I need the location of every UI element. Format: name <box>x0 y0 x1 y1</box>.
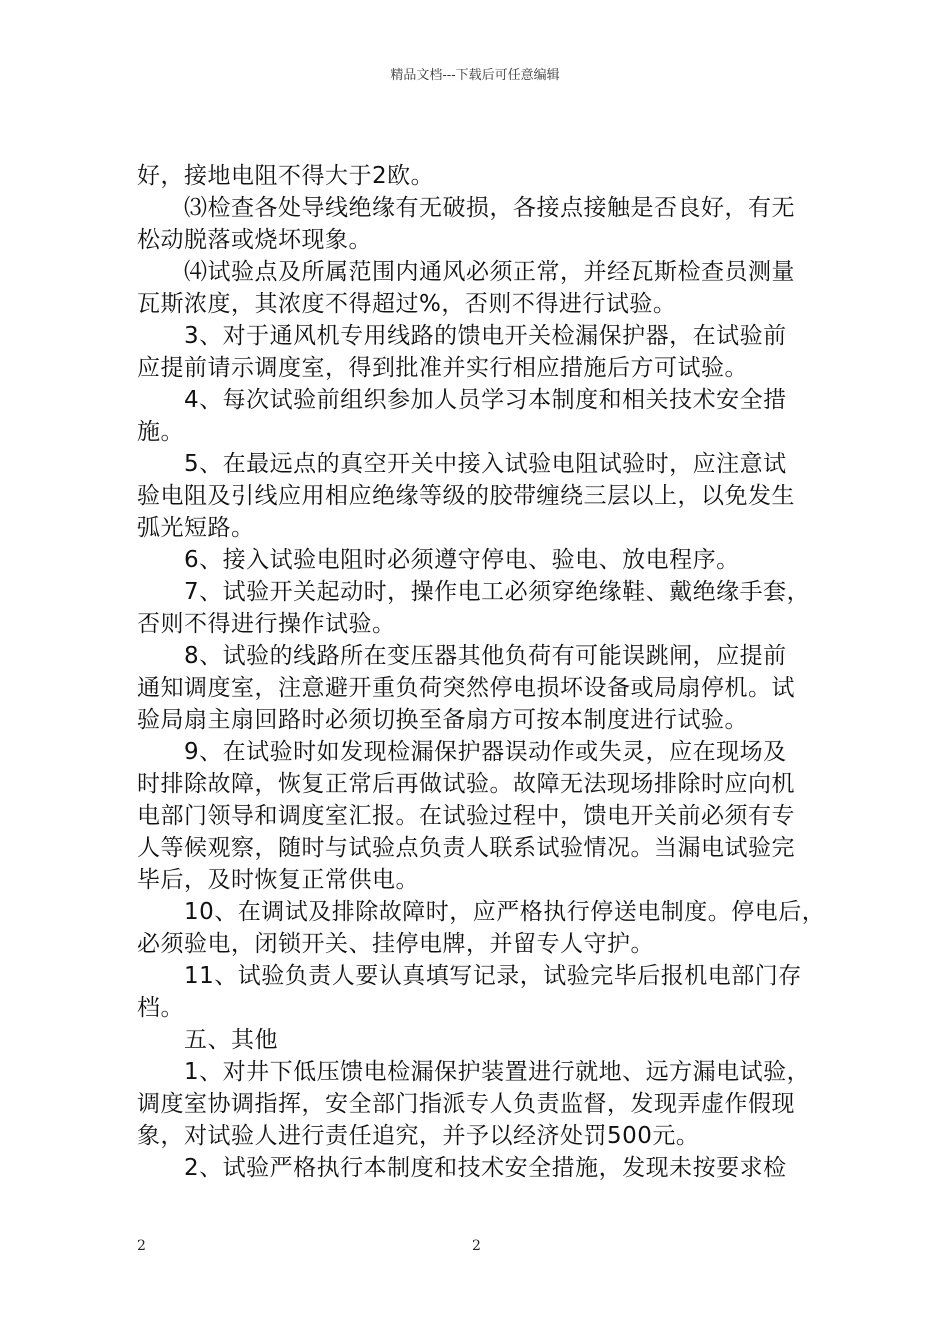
text-line: 否则不得进行操作试验。 <box>137 611 396 637</box>
text-line: 11、试验负责人要认真填写记录，试验完毕后报机电部门存 <box>184 963 802 989</box>
text-line: 好，接地电阻不得大于2欧。 <box>137 163 435 189</box>
document-body <box>137 160 826 1184</box>
page-number-left: 2 <box>137 1238 146 1254</box>
text-line: 五、其他 <box>184 1027 278 1053</box>
page-header: 精品文档---下载后可任意编辑 <box>390 68 560 83</box>
text-line: ⑶检查各处导线绝缘有无破损，各接点接触是否良好，有无 <box>184 195 795 221</box>
text-line: 时排除故障，恢复正常后再做试验。故障无法现场排除时应向机 <box>137 771 795 797</box>
text-line: 象，对试验人进行责任追究，并予以经济处罚500元。 <box>137 1123 700 1149</box>
text-line: 1、对井下低压馈电检漏保护装置进行就地、远方漏电试验， <box>184 1059 811 1085</box>
text-line: 调度室协调指挥，安全部门指派专人负责监督，发现弄虚作假现 <box>137 1091 795 1117</box>
text-line: 通知调度室，注意避开重负荷突然停电损坏设备或局扇停机。试 <box>137 675 795 701</box>
text-line: 施。 <box>137 419 184 445</box>
text-line: 9、在试验时如发现检漏保护器误动作或失灵，应在现场及 <box>184 739 787 765</box>
text-line: 4、每次试验前组织参加人员学习本制度和相关技术安全措 <box>184 387 787 413</box>
text-line: ⑷试验点及所属范围内通风必须正常，并经瓦斯检查员测量 <box>184 259 795 285</box>
text-line: 7、试验开关起动时，操作电工必须穿绝缘鞋、戴绝缘手套， <box>184 579 811 605</box>
text-line: 5、在最远点的真空开关中接入试验电阻试验时，应注意试 <box>184 451 787 477</box>
text-line: 验电阻及引线应用相应绝缘等级的胶带缠绕三层以上，以免发生 <box>137 483 795 509</box>
text-line: 6、接入试验电阻时必须遵守停电、验电、放电程序。 <box>184 547 740 573</box>
text-line: 档。 <box>137 995 184 1021</box>
text-line: 10、在调试及排除故障时，应严格执行停送电制度。停电后， <box>184 899 826 925</box>
text-line: 8、试验的线路所在变压器其他负荷有可能误跳闸，应提前 <box>184 643 787 669</box>
page-number-right: 2 <box>472 1238 481 1254</box>
text-line: 松动脱落或烧坏现象。 <box>137 227 372 253</box>
text-line: 人等候观察，随时与试验点负责人联系试验情况。当漏电试验完 <box>137 835 795 861</box>
text-line: 毕后，及时恢复正常供电。 <box>137 867 419 893</box>
text-line: 3、对于通风机专用线路的馈电开关检漏保护器，在试验前 <box>184 323 787 349</box>
text-line: 弧光短路。 <box>137 515 255 541</box>
text-line: 瓦斯浓度，其浓度不得超过%，否则不得进行试验。 <box>137 291 677 317</box>
text-line: 验局扇主扇回路时必须切换至备扇方可按本制度进行试验。 <box>137 707 748 733</box>
text-line: 电部门领导和调度室汇报。在试验过程中，馈电开关前必须有专 <box>137 803 795 829</box>
text-line: 必须验电，闭锁开关、挂停电牌，并留专人守护。 <box>137 931 654 957</box>
text-line: 应提前请示调度室，得到批准并实行相应措施后方可试验。 <box>137 355 748 381</box>
text-line: 2、试验严格执行本制度和技术安全措施，发现未按要求检 <box>184 1155 787 1181</box>
